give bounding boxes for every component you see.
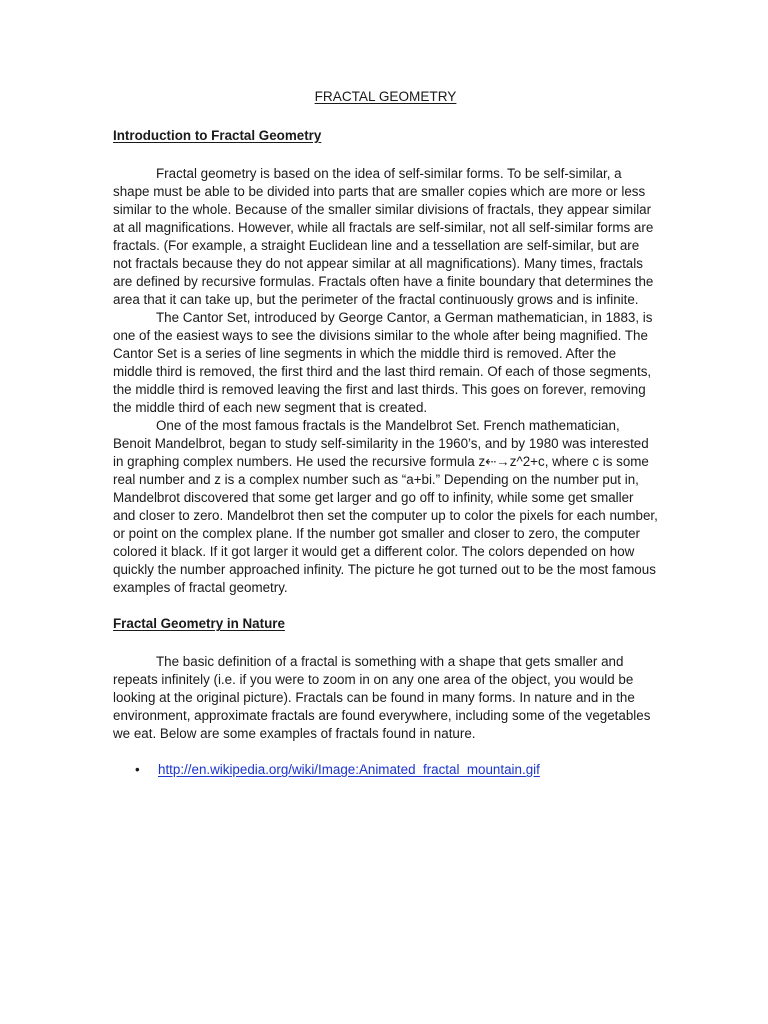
link-list — [113, 761, 658, 779]
paragraph-mandelbrot-set: One of the most famous fractals is the Mandelbrot Set. French mathematician, Benoit Mandelbrot, began to study self-similarity in the 1960’s, and by 1980 was interested in graphing complex numbers. He used the recursive formula z⇠→z^2+c, where c is some real number and z is a complex number such as “a+bi.” Depending on the number put in, Mandelbrot discovered that some get larger and go off to infinity, while some get smaller and closer to zero. Mandelbrot then set the computer up to color the pixels for each number, or point on the complex plane. If the number got smaller and closer to zero, the computer colored it black. If it got larger it would get a different color. The colors depended on how quickly the number approached infinity. The picture he got turned out to be the most famous examples of fractal geometry. — [113, 418, 658, 595]
fractal-mountain-link[interactable]: http://en.wikipedia.org/wiki/Image:Animated_fractal_mountain.gif — [158, 762, 540, 777]
section-heading-nature: Fractal Geometry in Nature — [113, 616, 285, 631]
document-title: FRACTAL GEOMETRY — [314, 89, 457, 104]
list-item — [113, 761, 658, 779]
section-heading-introduction: Introduction to Fractal Geometry — [113, 128, 322, 143]
bullet-icon: • — [135, 762, 140, 777]
section-spacer — [113, 597, 658, 615]
document-page — [113, 88, 658, 779]
paragraph-self-similarity: Fractal geometry is based on the idea of self-similar forms. To be self-similar, a shape must be able to be divided into parts that are smaller copies which are more or less similar to the whole. Because of the smaller similar divisions of fractals, they appear similar at all magnifications. However, while all fractals are self-similar, not all self-similar forms are fractals. (For example, a straight Euclidean line and a tessellation are self-similar, but are not fractals because they do not appear similar at all magnifications). Many times, fractals are defined by recursive formulas. Fractals often have a finite boundary that determines the area that it can take up, but the perimeter of the fractal continuously grows and is infinite. — [113, 166, 654, 307]
paragraph-fractal-definition: The basic definition of a fractal is something with a shape that gets smaller and repeats infinitely (i.e. if you were to zoom in on any one area of the object, you would be looking at the original picture). Fractals can be found in many forms. In nature and in the environment, approximate fractals are found everywhere, including some of the vegetables we eat. Below are some examples of fractals found in nature. — [113, 654, 651, 741]
paragraph-cantor-set: The Cantor Set, introduced by George Cantor, a German mathematician, in 1883, is one of the easiest ways to see the divisions similar to the whole after being magnified. The Cantor Set is a series of line segments in which the middle third is removed. After the middle third is removed, the first third and the last third remain. Of each of those segments, the middle third is removed leaving the first and last thirds. This goes on forever, removing the middle third of each new segment that is created. — [113, 310, 653, 415]
